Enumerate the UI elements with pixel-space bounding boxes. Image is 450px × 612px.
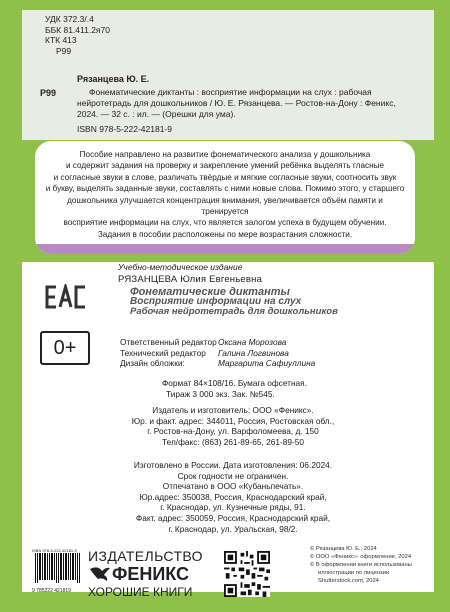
publisher-line: Тел/факс: (863) 261-89-65, 261-89-50 bbox=[162, 436, 304, 447]
copyright-line: © ООО «Феникс»: оформление, 2024 bbox=[310, 554, 412, 560]
publisher-line: г. Ростов-на-Дону, ул. Варфоломеева, д. 150 bbox=[147, 426, 319, 437]
publisher-line: Издатель и изготовитель: ООО «Феникс». bbox=[152, 405, 314, 415]
age-rating: 0+ bbox=[40, 331, 90, 365]
staff-row bbox=[120, 358, 315, 369]
author-mark: Р99 bbox=[56, 45, 72, 56]
publisher-info bbox=[108, 405, 358, 447]
copyright-line: © Рязанцева Ю. Е., 2024 bbox=[310, 546, 377, 552]
bib-line: Фонематические диктанты : восприятие информации на слух : рабочая bbox=[89, 87, 372, 97]
annotation-line: восприятие информации на слух, что является залогом успеха в будущем обучении. bbox=[63, 218, 387, 228]
staff-role: Ответственный редактор bbox=[120, 337, 217, 347]
isbn: ISBN 978-5-222-42181-9 bbox=[77, 124, 172, 134]
annotation-line: и букву, выделять заданные звуки, составлять с ними новые слова. Помимо этого, у старшего bbox=[45, 184, 405, 194]
manufacture-info bbox=[108, 460, 358, 534]
barcode-caption: ISBN 978-5-222-42181-9 bbox=[32, 548, 77, 553]
qr-code-icon bbox=[224, 551, 270, 597]
book-subtitle: Восприятие информации на слух bbox=[130, 296, 302, 307]
staff-name: Галина Логвинова bbox=[218, 347, 289, 358]
logo-phoenix bbox=[88, 564, 189, 585]
copyright-line: иллюстрации по лицензии bbox=[318, 570, 390, 576]
logo-phoenix-text: ФЕНИКС bbox=[112, 564, 190, 584]
copyright-notice bbox=[310, 545, 412, 585]
logo-publishing-house: ИЗДАТЕЛЬСТВО bbox=[88, 548, 203, 564]
staff-role: Технический редактор bbox=[120, 347, 206, 358]
barcode-digits: 9 785222 421819 bbox=[32, 588, 71, 594]
format-line: Тираж 3 000 экз. Зак. №545. bbox=[166, 388, 275, 399]
author-fullname: РЯЗАНЦЕВА Юлия Евгеньевна bbox=[118, 274, 263, 285]
made-line: Факт. адрес: 350059, Россия, Краснодарский край, bbox=[135, 512, 331, 523]
book-subtitle-2: Рабочая нейротетрадь для дошкольников bbox=[130, 306, 338, 317]
made-line: г. Краснодар, ул. Кузнечные ряды, 91. bbox=[160, 502, 306, 513]
annotation-line: Задания в пособии расположены по мере возрастания сложности. bbox=[97, 229, 353, 239]
bbk-code: ББК 81.411.2я70 bbox=[45, 24, 110, 35]
logo-tagline: ХОРОШИЕ КНИГИ bbox=[88, 585, 193, 599]
ktk-code: КТК 413 bbox=[45, 35, 77, 45]
copyright-line: © В оформлении книги использованы bbox=[310, 562, 412, 568]
staff-name: Маргарита Сафиуллина bbox=[218, 358, 316, 369]
side-author-mark: Р99 bbox=[40, 88, 57, 98]
barcode-bars-icon bbox=[32, 553, 84, 583]
made-line: Срок годности не ограничен. bbox=[177, 470, 289, 481]
copyright-line: Shutterstock.com, 2024 bbox=[318, 578, 379, 584]
annotation-line: и согласные звуки в слове, различать твёрдые и мягкие согласные звуки, соотносить звук bbox=[53, 172, 397, 182]
made-line: Изготовлено в России. Дата изготовления: 06.2024. bbox=[133, 460, 333, 470]
udk-code: УДК 372.3/.4 bbox=[45, 14, 94, 24]
edition-type: Учебно-методическое издание bbox=[118, 262, 243, 272]
made-line: г. Краснодар, ул. Уральская, 98/2. bbox=[168, 523, 298, 534]
annotation-box bbox=[35, 141, 415, 254]
eac-mark-icon bbox=[44, 284, 88, 310]
annotation-purple-band bbox=[35, 244, 415, 254]
record-author: Рязанцева Ю. Е. bbox=[77, 74, 150, 84]
classification-codes bbox=[45, 14, 110, 56]
bib-line: 2024. — 32 с. : ил. — (Орешки для ума). bbox=[77, 109, 236, 119]
publisher-line: Юр. и факт. адрес: 344011, Россия, Ростовская обл., bbox=[131, 415, 335, 426]
annotation-text bbox=[35, 141, 415, 240]
staff-list bbox=[120, 337, 315, 369]
bib-line: нейротетрадь для дошкольников / Ю. Е. Рязанцева. — Ростов-на-Дону : Феникс, bbox=[77, 98, 396, 108]
isbn-barcode bbox=[32, 548, 84, 592]
staff-row bbox=[120, 337, 315, 348]
annotation-line: дошкольника улучшается концентрация внимания, увеличивается объём памяти и тренируется bbox=[67, 195, 383, 217]
bibliographic-description bbox=[77, 87, 417, 120]
staff-row bbox=[120, 348, 315, 359]
phoenix-bird-icon bbox=[88, 565, 112, 585]
annotation-line: Пособие направлено на развитие фонематического анализа у дошкольника bbox=[79, 150, 371, 159]
made-line: Отпечатано в ООО «Кубаньпечать». bbox=[162, 481, 304, 492]
book-title: Фонематические диктанты bbox=[130, 286, 290, 298]
format-line: Формат 84×108/16. Бумага офсетная. bbox=[162, 378, 307, 388]
format-info bbox=[162, 378, 307, 399]
staff-role: Дизайн обложки: bbox=[120, 358, 185, 369]
annotation-line: и содержит задания на проверку и закрепление умений ребёнка выделять гласные bbox=[65, 161, 385, 171]
made-line: Юр.адрес: 350038, Россия, Краснодарский край, bbox=[139, 491, 327, 502]
staff-name: Оксана Морозова bbox=[218, 337, 287, 347]
